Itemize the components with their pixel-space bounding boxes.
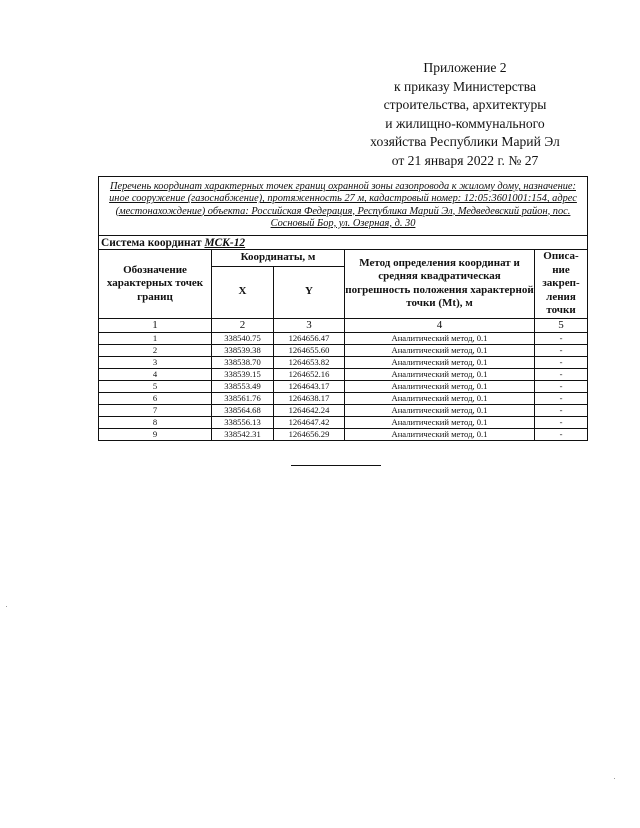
point-cell: 9 — [99, 428, 212, 440]
x-cell: 338561.76 — [212, 392, 274, 404]
caption-row — [99, 177, 588, 236]
description-cell: - — [535, 392, 588, 404]
description-cell: - — [535, 356, 588, 368]
point-cell: 1 — [99, 332, 212, 344]
annex-line: и жилищно-коммунального — [385, 115, 545, 131]
header-x: X — [212, 266, 274, 318]
table-row — [99, 332, 588, 344]
table-caption: Перечень координат характерных точек границ охранной зоны газопровода к жилому дому, назначение: иное сооружение (газоснабжение), протяженность 27 м, кадастровый номер: 12:05:3601001:154, адрес (местонахождение) объекта: Российская Федерация, Республика Марий Эл, Медведевский район, пос. Сосновый Бор, ул. Озерная, д. 30 — [99, 177, 588, 236]
method-cell: Аналитический метод, 0.1 — [345, 380, 535, 392]
y-cell: 1264656.47 — [274, 332, 345, 344]
system-row — [99, 236, 588, 250]
system-label: Система координат — [101, 236, 202, 249]
method-cell: Аналитический метод, 0.1 — [345, 416, 535, 428]
header-point-designation: Обозначение характерных точек границ — [99, 250, 212, 319]
description-cell: - — [535, 380, 588, 392]
x-cell: 338538.70 — [212, 356, 274, 368]
y-cell: 1264643.17 — [274, 380, 345, 392]
system-value: МСК-12 — [204, 236, 246, 249]
table-row — [99, 380, 588, 392]
method-cell: Аналитический метод, 0.1 — [345, 368, 535, 380]
header-row-top — [99, 250, 588, 267]
scan-speck — [6, 606, 7, 607]
point-cell: 2 — [99, 344, 212, 356]
x-cell: 338539.15 — [212, 368, 274, 380]
description-cell: - — [535, 368, 588, 380]
header-y: Y — [274, 266, 345, 318]
annex-line: хозяйства Республики Марий Эл — [370, 134, 560, 150]
coordinates-table — [98, 176, 588, 441]
description-cell: - — [535, 344, 588, 356]
header-coordinates: Координаты, м — [212, 250, 345, 267]
description-cell: - — [535, 332, 588, 344]
table-row — [99, 392, 588, 404]
y-cell: 1264652.16 — [274, 368, 345, 380]
table-row — [99, 404, 588, 416]
y-cell: 1264638.17 — [274, 392, 345, 404]
method-cell: Аналитический метод, 0.1 — [345, 428, 535, 440]
table-row — [99, 368, 588, 380]
column-number: 3 — [274, 318, 345, 332]
x-cell: 338542.31 — [212, 428, 274, 440]
method-cell: Аналитический метод, 0.1 — [345, 392, 535, 404]
annex-line: к приказу Министерства — [393, 78, 537, 94]
y-cell: 1264656.29 — [274, 428, 345, 440]
description-cell: - — [535, 416, 588, 428]
column-number: 5 — [535, 318, 588, 332]
y-cell: 1264642.24 — [274, 404, 345, 416]
x-cell: 338564.68 — [212, 404, 274, 416]
annex-line: Приложение 2 — [423, 60, 507, 75]
method-cell: Аналитический метод, 0.1 — [345, 332, 535, 344]
table-row — [99, 416, 588, 428]
point-cell: 8 — [99, 416, 212, 428]
annex-header — [340, 59, 590, 171]
x-cell: 338539.38 — [212, 344, 274, 356]
x-cell: 338540.75 — [212, 332, 274, 344]
point-cell: 7 — [99, 404, 212, 416]
point-cell: 4 — [99, 368, 212, 380]
column-number: 4 — [345, 318, 535, 332]
closing-rule — [291, 465, 381, 466]
column-number: 2 — [212, 318, 274, 332]
column-number: 1 — [99, 318, 212, 332]
y-cell: 1264653.82 — [274, 356, 345, 368]
x-cell: 338553.49 — [212, 380, 274, 392]
point-cell: 3 — [99, 356, 212, 368]
header-description: Описа-ние закреп-ления точки — [535, 250, 588, 319]
description-cell: - — [535, 404, 588, 416]
point-cell: 5 — [99, 380, 212, 392]
header-method: Метод определения координат и средняя квадратическая погрешность положения характерной точки (Mt), м — [345, 250, 535, 319]
coordinate-system — [99, 236, 588, 250]
method-cell: Аналитический метод, 0.1 — [345, 404, 535, 416]
method-cell: Аналитический метод, 0.1 — [345, 356, 535, 368]
description-cell: - — [535, 428, 588, 440]
table-row — [99, 356, 588, 368]
y-cell: 1264655.60 — [274, 344, 345, 356]
point-cell: 6 — [99, 392, 212, 404]
x-cell: 338556.13 — [212, 416, 274, 428]
method-cell: Аналитический метод, 0.1 — [345, 344, 535, 356]
scan-speck — [614, 778, 615, 779]
y-cell: 1264647.42 — [274, 416, 345, 428]
column-number-row — [99, 318, 588, 332]
table-row — [99, 428, 588, 440]
annex-line: от 21 января 2022 г. № 27 — [391, 152, 539, 168]
table-row — [99, 344, 588, 356]
annex-line: строительства, архитектуры — [383, 97, 547, 113]
